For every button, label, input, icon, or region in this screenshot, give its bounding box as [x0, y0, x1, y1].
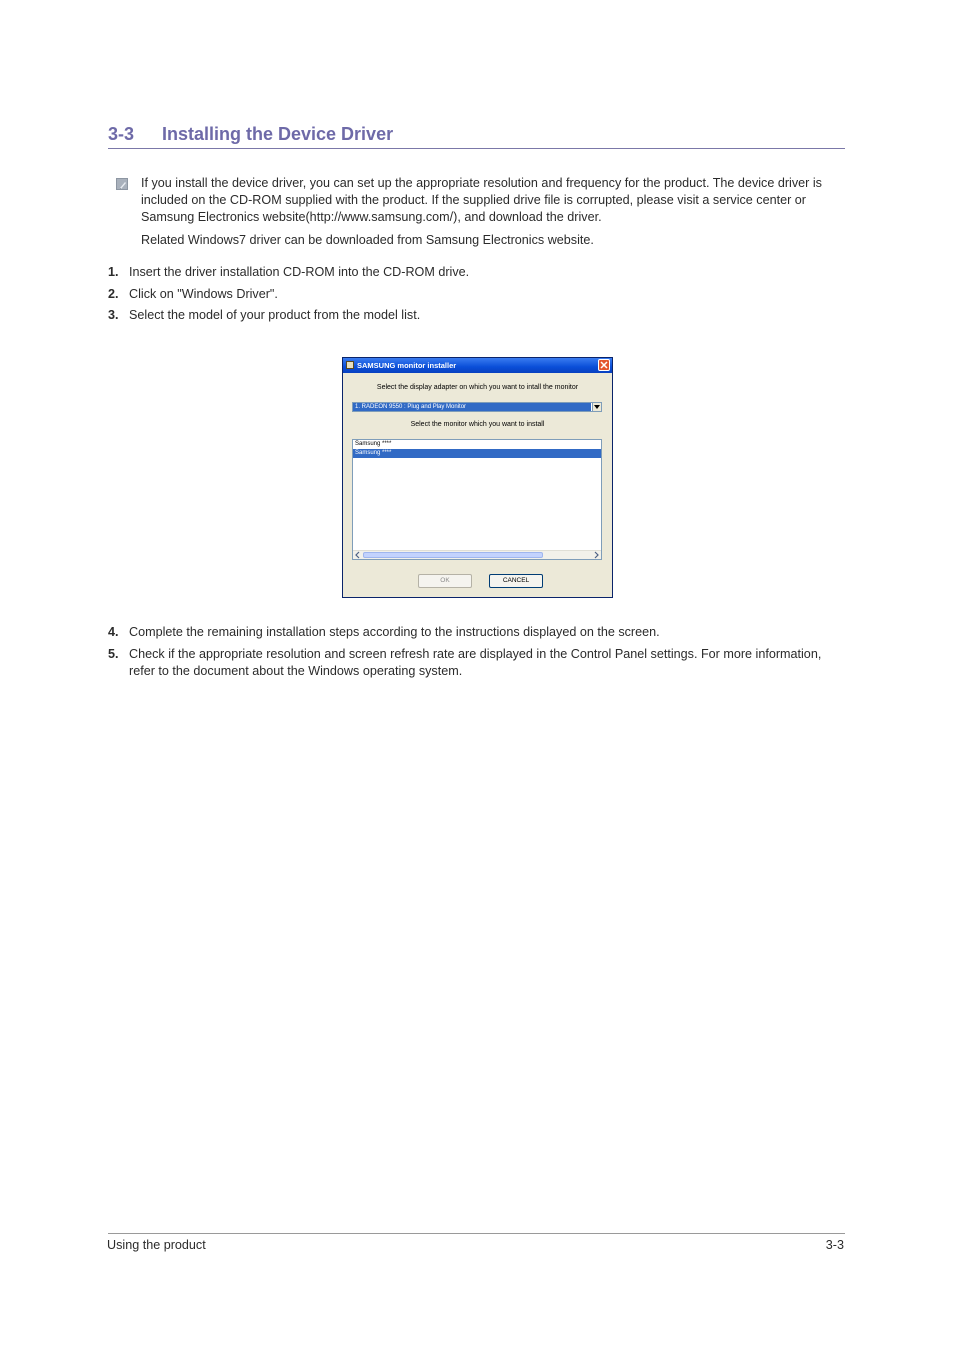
chevron-down-icon[interactable]: [592, 403, 601, 411]
app-icon: [346, 361, 354, 369]
dialog-title: SAMSUNG monitor installer: [357, 361, 457, 370]
chevron-left-icon[interactable]: [353, 551, 362, 559]
monitor-list-item[interactable]: Samsung ****: [355, 441, 392, 447]
cancel-button[interactable]: CANCEL: [489, 574, 543, 588]
note-paragraph-2: Related Windows7 driver can be downloaded from Samsung Electronics website.: [141, 233, 594, 247]
adapter-selected-value: 1. RADEON 9550 : Plug and Play Monitor: [353, 403, 591, 411]
scrollbar-thumb[interactable]: [363, 552, 543, 558]
monitor-list-item-selected[interactable]: Samsung ****: [353, 449, 601, 458]
adapter-select[interactable]: [352, 402, 602, 412]
adapter-prompt: Select the display adapter on which you want to intall the monitor: [376, 384, 579, 391]
section-number: 3-3: [108, 124, 135, 144]
installer-dialog-screenshot: [342, 357, 613, 598]
footer-divider: [108, 1233, 845, 1234]
monitor-prompt: Select the monitor which you want to install: [410, 421, 545, 428]
note-icon: [116, 178, 128, 190]
monitor-list[interactable]: [352, 439, 602, 560]
step-text: Complete the remaining installation steps according to the instructions displayed on the screen.: [129, 625, 660, 639]
step-text: Click on "Windows Driver".: [129, 287, 278, 301]
note-paragraph-1: If you install the device driver, you can set up the appropriate resolution and frequency for the product. The device driver is included on the CD-ROM supplied with the product. If the supplied drive file is corrupted, please visit a service center or Samsung Electronics website(http://www.samsung.com/), and download the driver.: [141, 176, 822, 224]
step-number: 4.: [108, 625, 119, 639]
step-number: 5.: [108, 647, 119, 661]
step-number: 2.: [108, 287, 119, 301]
step-text: Insert the driver installation CD-ROM into the CD-ROM drive.: [129, 265, 470, 279]
close-icon[interactable]: [598, 359, 610, 371]
section-heading: [108, 122, 845, 149]
step-number: 3.: [108, 308, 119, 322]
step-number: 1.: [108, 265, 119, 279]
section-title: Installing the Device Driver: [162, 124, 394, 144]
step-text: Check if the appropriate resolution and screen refresh rate are displayed in the Control Panel settings. For more information, refer to the document about the Windows operating system.: [129, 647, 822, 678]
ok-button[interactable]: OK: [418, 574, 472, 588]
footer-section-name: Using the product: [107, 1238, 206, 1252]
dialog-titlebar: [343, 358, 612, 373]
chevron-right-icon[interactable]: [592, 551, 601, 559]
horizontal-scrollbar[interactable]: [353, 550, 601, 559]
step-text: Select the model of your product from the model list.: [129, 308, 421, 322]
page-number: 3-3: [825, 1238, 844, 1252]
